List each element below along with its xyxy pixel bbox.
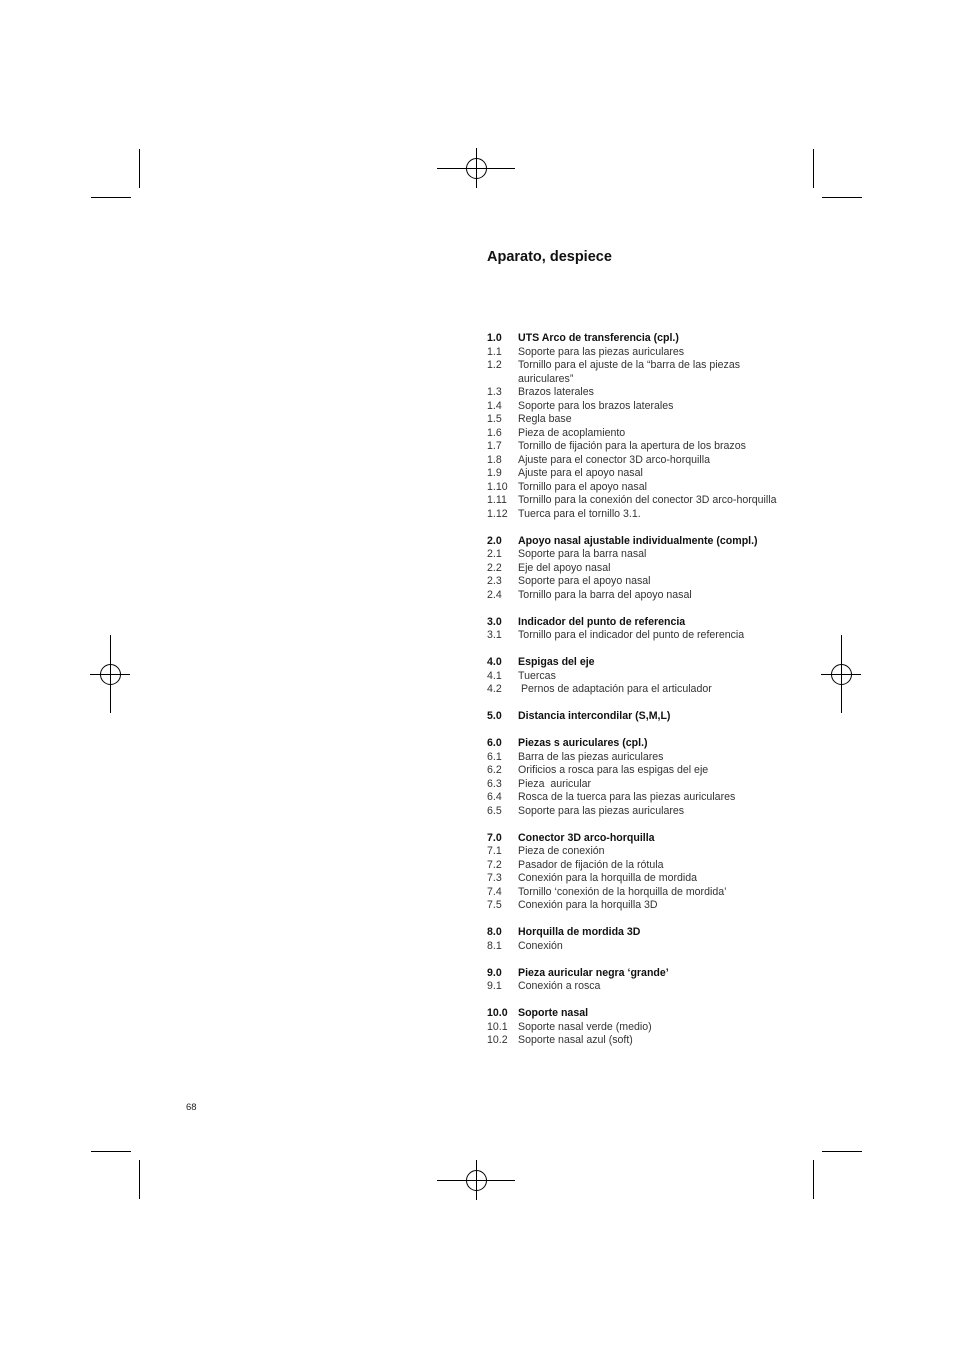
- registration-mark-icon: [90, 635, 132, 715]
- item-label: Ajuste para el conector 3D arco-horquilla: [518, 453, 710, 466]
- item-label: Soporte para los brazos laterales: [518, 399, 674, 412]
- item-number: 2.1: [487, 548, 502, 560]
- list-item: [487, 845, 777, 859]
- group-number: 10.0: [487, 1007, 508, 1019]
- item-number: 6.4: [487, 791, 502, 803]
- item-label: Tornillo para el indicador del punto de referencia: [518, 629, 745, 641]
- list-item: [487, 400, 777, 414]
- parts-group: [487, 832, 777, 913]
- group-heading: [487, 656, 777, 670]
- list-item: [487, 683, 777, 697]
- item-number: 3.1: [487, 629, 502, 641]
- crop-mark: [139, 1160, 140, 1199]
- parts-group: [487, 1007, 777, 1048]
- page-title: Aparato, despiece: [487, 249, 612, 265]
- group-heading: [487, 616, 777, 630]
- item-label: Conexión: [518, 939, 563, 952]
- group-heading: [487, 832, 777, 846]
- item-number: 2.4: [487, 588, 502, 601]
- list-item: [487, 805, 777, 819]
- list-item: [487, 481, 777, 495]
- group-number: 3.0: [487, 615, 502, 628]
- group-label: Piezas s auriculares (cpl.): [518, 737, 648, 749]
- item-number: 7.1: [487, 845, 502, 857]
- item-number: 6.3: [487, 777, 502, 790]
- group-label: Espigas del eje: [518, 656, 595, 668]
- item-number: 1.4: [487, 399, 502, 412]
- item-label: Soporte nasal verde (medio): [518, 1020, 652, 1033]
- item-number: 1.5: [487, 413, 502, 425]
- item-label: Regla base: [518, 413, 572, 425]
- list-item: [487, 670, 777, 684]
- list-item: [487, 548, 777, 562]
- group-label: Pieza auricular negra ‘grande’: [518, 966, 669, 979]
- item-number: 10.1: [487, 1020, 508, 1033]
- item-label: Tornillo para el ajuste de la “barra de las piezas auriculares”: [518, 359, 743, 385]
- parts-list: [487, 332, 777, 1061]
- list-item: [487, 1034, 777, 1048]
- item-number: 7.3: [487, 872, 502, 884]
- list-item: [487, 386, 777, 400]
- list-item: [487, 872, 777, 886]
- item-label: Tornillo para la barra del apoyo nasal: [518, 588, 692, 601]
- group-heading: [487, 332, 777, 346]
- item-number: 1.6: [487, 426, 502, 439]
- parts-group: [487, 967, 777, 994]
- crop-mark: [813, 149, 814, 188]
- group-number: 1.0: [487, 332, 502, 344]
- list-item: [487, 467, 777, 481]
- item-number: 2.3: [487, 575, 502, 587]
- list-item: [487, 1021, 777, 1035]
- item-label: Tuerca para el tornillo 3.1.: [518, 507, 641, 520]
- item-label: Pasador de fijación de la rótula: [518, 858, 664, 871]
- item-label: Rosca de la tuerca para las piezas auriculares: [518, 791, 736, 803]
- crop-mark: [822, 1151, 862, 1152]
- registration-mark-icon: [437, 148, 517, 190]
- list-item: [487, 791, 777, 805]
- item-label: Pieza auricular: [518, 777, 592, 790]
- list-item: [487, 899, 777, 913]
- list-item: [487, 980, 777, 994]
- parts-group: [487, 737, 777, 818]
- list-item: [487, 440, 777, 454]
- crop-mark: [91, 1151, 131, 1152]
- parts-group: [487, 332, 777, 521]
- item-number: 9.1: [487, 980, 502, 992]
- group-heading: [487, 710, 777, 724]
- group-heading: [487, 535, 777, 549]
- group-label: Apoyo nasal ajustable individualmente (compl.): [518, 534, 758, 547]
- group-number: 9.0: [487, 966, 502, 979]
- item-number: 1.7: [487, 440, 502, 452]
- group-label: Conector 3D arco-horquilla: [518, 831, 655, 844]
- item-number: 1.2: [487, 359, 502, 371]
- group-heading: [487, 967, 777, 981]
- list-item: [487, 562, 777, 576]
- list-item: [487, 413, 777, 427]
- item-label: Tornillo para la conexión del conector 3D arco-horquilla: [518, 494, 777, 506]
- list-item: [487, 778, 777, 792]
- item-label: Tuercas: [518, 669, 556, 682]
- item-label: Conexión para la horquilla de mordida: [518, 872, 698, 884]
- parts-group: [487, 656, 777, 697]
- list-item: [487, 359, 777, 386]
- list-item: [487, 494, 777, 508]
- list-item: [487, 589, 777, 603]
- item-number: 6.1: [487, 750, 502, 763]
- list-item: [487, 454, 777, 468]
- parts-group: [487, 535, 777, 603]
- group-label: Soporte nasal: [518, 1007, 589, 1019]
- item-number: 4.2: [487, 683, 502, 695]
- parts-group: [487, 710, 777, 724]
- item-number: 1.9: [487, 467, 502, 479]
- item-label: Soporte para las piezas auriculares: [518, 345, 685, 358]
- group-heading: [487, 926, 777, 940]
- item-label: Soporte para el apoyo nasal: [518, 575, 651, 587]
- registration-mark-icon: [437, 1160, 517, 1202]
- parts-group: [487, 926, 777, 953]
- item-label: Conexión para la horquilla 3D: [518, 899, 658, 911]
- item-number: 7.5: [487, 899, 502, 911]
- group-heading: [487, 1007, 777, 1021]
- item-number: 7.4: [487, 885, 502, 898]
- list-item: [487, 575, 777, 589]
- item-number: 1.1: [487, 345, 502, 358]
- group-label: UTS Arco de transferencia (cpl.): [518, 332, 679, 344]
- item-number: 7.2: [487, 858, 502, 871]
- crop-mark: [822, 197, 862, 198]
- group-number: 2.0: [487, 534, 502, 547]
- item-number: 1.8: [487, 453, 502, 466]
- item-label: Conexión a rosca: [518, 980, 601, 992]
- item-number: 2.2: [487, 561, 502, 574]
- item-label: Soporte para las piezas auriculares: [518, 804, 685, 817]
- group-number: 7.0: [487, 831, 502, 844]
- list-item: [487, 886, 777, 900]
- parts-group: [487, 616, 777, 643]
- crop-mark: [91, 197, 131, 198]
- group-number: 5.0: [487, 710, 502, 722]
- item-label: Orificios a rosca para las espigas del eje: [518, 764, 709, 776]
- list-item: [487, 751, 777, 765]
- item-label: Pieza de conexión: [518, 845, 605, 857]
- page-number: 68: [186, 1102, 197, 1113]
- item-label: Soporte para la barra nasal: [518, 548, 647, 560]
- list-item: [487, 508, 777, 522]
- item-number: 1.12: [487, 507, 508, 520]
- item-number: 1.10: [487, 480, 508, 493]
- group-number: 8.0: [487, 926, 502, 938]
- item-label: Eje del apoyo nasal: [518, 561, 611, 574]
- item-label: Tornillo de fijación para la apertura de los brazos: [518, 440, 746, 452]
- item-number: 8.1: [487, 939, 502, 952]
- group-label: Horquilla de mordida 3D: [518, 926, 641, 938]
- crop-mark: [139, 149, 140, 188]
- group-number: 4.0: [487, 656, 502, 668]
- item-number: 1.11: [487, 494, 507, 506]
- item-label: Soporte nasal azul (soft): [518, 1034, 633, 1046]
- item-label: Barra de las piezas auriculares: [518, 750, 664, 763]
- item-number: 6.2: [487, 764, 502, 776]
- list-item: [487, 859, 777, 873]
- list-item: [487, 940, 777, 954]
- item-number: 10.2: [487, 1034, 508, 1046]
- item-number: 1.3: [487, 386, 502, 398]
- list-item: [487, 629, 777, 643]
- item-label: Pieza de acoplamiento: [518, 426, 626, 439]
- item-label: Ajuste para el apoyo nasal: [518, 467, 643, 479]
- item-label: Tornillo para el apoyo nasal: [518, 480, 647, 493]
- item-label: Brazos laterales: [518, 386, 594, 398]
- item-number: 6.5: [487, 804, 502, 817]
- crop-mark: [813, 1160, 814, 1199]
- group-label: Indicador del punto de referencia: [518, 615, 686, 628]
- registration-mark-icon: [821, 635, 863, 715]
- item-number: 4.1: [487, 669, 502, 682]
- group-number: 6.0: [487, 737, 502, 749]
- item-label: Tornillo ‘conexión de la horquilla de mordida’: [518, 885, 727, 898]
- list-item: [487, 427, 777, 441]
- item-label: Pernos de adaptación para el articulador: [518, 683, 712, 695]
- group-label: Distancia intercondilar (S,M,L): [518, 710, 671, 722]
- group-heading: [487, 737, 777, 751]
- list-item: [487, 764, 777, 778]
- list-item: [487, 346, 777, 360]
